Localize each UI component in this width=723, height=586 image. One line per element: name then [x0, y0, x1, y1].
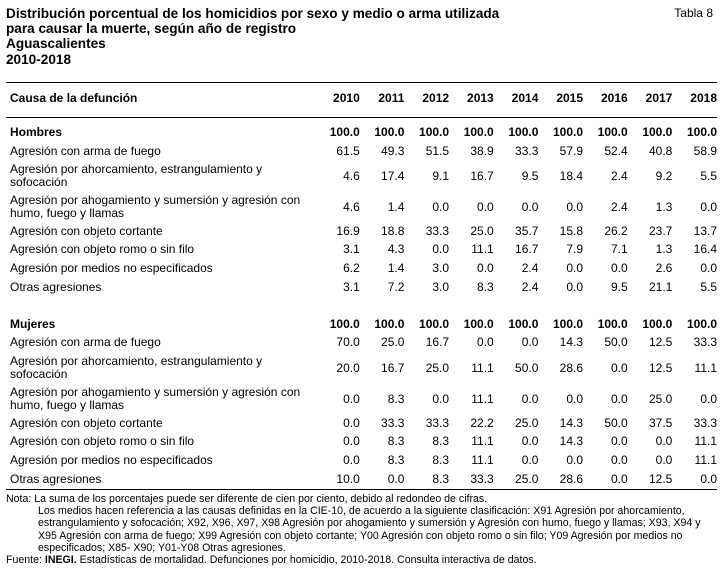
table-cell: 37.5: [648, 416, 673, 430]
source-line: [6, 554, 718, 566]
table-cell: 28.6: [559, 361, 584, 375]
table-cell: 49.3: [381, 144, 405, 158]
table-cell: 0.0: [343, 453, 360, 467]
table-cell: 4.6: [343, 169, 360, 183]
total-cell: 100.0: [463, 125, 494, 139]
table-cell: 11.1: [694, 361, 717, 375]
row-label: Agresión con objeto cortante: [10, 223, 163, 238]
table-cell: 12.5: [648, 335, 673, 349]
table-cell: 17.4: [381, 169, 405, 183]
year-2017: 2017: [645, 91, 673, 105]
table-cell: 9.5: [521, 169, 539, 183]
table-cell: 11.1: [471, 392, 494, 406]
table-cell: 35.7: [515, 224, 539, 238]
table-cell: 0.0: [432, 242, 450, 256]
table-cell: 16.7: [425, 335, 450, 349]
header-row: [10, 90, 717, 106]
table-row: [10, 334, 717, 350]
total-cell: 100.0: [597, 317, 628, 331]
year-2015: 2015: [556, 91, 584, 105]
table-cell: 16.7: [515, 242, 539, 256]
table-cell: 2.4: [521, 280, 539, 294]
table-row: [10, 433, 717, 449]
table-cell: 0.0: [611, 261, 628, 275]
table-cell: 0.0: [700, 392, 717, 406]
table-cell: 16.7: [470, 169, 494, 183]
year-2018: 2018: [690, 91, 717, 105]
total-cell: 100.0: [419, 317, 450, 331]
table-cell: 33.3: [693, 335, 717, 349]
table-cell: 70.0: [336, 335, 360, 349]
table-row: [10, 241, 717, 257]
year-2016: 2016: [600, 91, 628, 105]
total-cell: 100.0: [553, 125, 584, 139]
table-cell: 11.1: [471, 453, 494, 467]
title-block: [6, 6, 626, 67]
table-cell: 50.0: [604, 335, 628, 349]
table-cell: 9.1: [432, 169, 450, 183]
total-cell: 100.0: [419, 125, 450, 139]
title-line-3: Aguascalientes: [6, 36, 106, 52]
table-cell: 12.5: [648, 361, 673, 375]
table-cell: 10.0: [336, 472, 360, 486]
row-label: Agresión con objeto romo o sin filo: [10, 241, 195, 256]
table-cell: 4.3: [387, 242, 405, 256]
table-cell: 18.8: [381, 224, 405, 238]
year-2014: 2014: [511, 91, 539, 105]
total-cell: 100.0: [374, 317, 405, 331]
table-cell: 38.9: [470, 144, 494, 158]
row-label: Agresión con objeto cortante: [10, 415, 163, 430]
total-cell: 100.0: [463, 317, 494, 331]
table-cell: 11.1: [694, 434, 717, 448]
table-cell: 26.2: [604, 224, 628, 238]
table-row: [10, 353, 717, 383]
table-cell: 0.0: [566, 261, 584, 275]
title-line-1: Distribución porcentual de los homicidios por sexo y medio o arma utilizada: [6, 6, 500, 21]
table-row: [10, 452, 717, 468]
table-cell: 0.0: [432, 200, 450, 214]
table-cell: 57.9: [559, 144, 584, 158]
table-cell: 0.0: [611, 472, 628, 486]
table-cell: 9.5: [611, 280, 628, 294]
table-cell: 5.5: [700, 169, 717, 183]
table-cell: 2.6: [655, 261, 673, 275]
table-cell: 1.3: [655, 200, 673, 214]
section-row-mujeres: [10, 316, 717, 332]
table-cell: 0.0: [477, 200, 494, 214]
table-row: [10, 384, 717, 414]
table-cell: 25.0: [515, 472, 539, 486]
table-cell: 6.2: [343, 261, 360, 275]
table-cell: 0.0: [521, 434, 539, 448]
year-2010: 2010: [333, 91, 360, 105]
table-cell: 58.9: [693, 144, 717, 158]
total-cell: 100.0: [553, 317, 584, 331]
table-cell: 50.0: [515, 361, 539, 375]
row-label: Agresión con arma de fuego: [10, 334, 161, 349]
table-cell: 14.3: [559, 434, 584, 448]
table-cell: 21.1: [648, 280, 673, 294]
table-row: [10, 223, 717, 239]
total-cell: 100.0: [329, 317, 360, 331]
row-label: Agresión por medios no especificados: [10, 452, 213, 467]
header-rule: [6, 117, 717, 118]
row-label: Otras agresiones: [10, 471, 102, 486]
table-cell: 4.6: [343, 200, 360, 214]
table-cell: 33.3: [693, 416, 717, 430]
table-cell: 25.0: [515, 416, 539, 430]
row-label: Agresión por ahorcamiento, estrangulamiento y sofocación: [10, 162, 263, 189]
table-cell: 0.0: [700, 200, 717, 214]
table-row: [10, 143, 717, 159]
table-cell: 25.0: [425, 361, 450, 375]
table-cell: 20.0: [336, 361, 360, 375]
table-cell: 16.9: [336, 224, 360, 238]
table-cell: 33.3: [425, 416, 450, 430]
table-cell: 25.0: [470, 224, 494, 238]
table-cell: 13.7: [693, 224, 717, 238]
year-cells: [315, 91, 717, 105]
table-cell: 11.1: [471, 242, 494, 256]
top-rule: [6, 82, 717, 83]
bottom-rule: [6, 489, 717, 490]
year-2011: 2011: [378, 91, 405, 105]
table-cell: 61.5: [336, 144, 360, 158]
table-cell: 3.1: [343, 242, 360, 256]
table-cell: 0.0: [655, 434, 673, 448]
table-cell: 3.0: [432, 280, 450, 294]
table-cell: 0.0: [521, 200, 539, 214]
total-cell: 100.0: [508, 317, 539, 331]
table-cell: 22.2: [470, 416, 494, 430]
table-cell: 14.3: [559, 335, 584, 349]
table-cell: 18.4: [559, 169, 584, 183]
note-classification: Los medios hacen referencia a las causas definidas en la CIE-10, de acuerdo a la siguiente clasificación: X91 Agresión por ahorcamiento, estrangulamiento y sofocación; X92, X96, X97, X98 Agresión por ahogamiento y sumersión y Agresión con humo, fuego y llamas; X93, X94 y X95 Agresión con arma de fuego; X99 Agresión con objeto cortante; Y00 Agresión con objeto romo o sin filo; Y09 Agresión por medios no especificados; X85- X90; Y01-Y08 Otras agresiones.: [38, 505, 701, 554]
table-row: [10, 161, 717, 191]
table-cell: 9.2: [655, 169, 673, 183]
table-row: [10, 415, 717, 431]
year-2012: 2012: [422, 91, 450, 105]
table-cell: 11.1: [471, 361, 494, 375]
table-cell: 50.0: [604, 416, 628, 430]
table-cell: 0.0: [477, 335, 494, 349]
note-rounding: Nota: La suma de los porcentajes puede ser diferente de cien por ciento, debido al redondeo de cifras.: [6, 493, 488, 505]
total-cell: 100.0: [686, 125, 717, 139]
table-cell: 8.3: [387, 434, 405, 448]
total-cell: 100.0: [686, 317, 717, 331]
row-label: Agresión por ahogamiento y sumersión y agresión con humo, fuego y llamas: [10, 385, 301, 412]
header-label: Causa de la defunción: [10, 90, 138, 105]
title-line-2: para causar la muerte, según año de registro: [6, 21, 297, 37]
section-label: Mujeres: [10, 316, 56, 331]
table-cell: 8.3: [477, 280, 494, 294]
table-cell: 0.0: [387, 472, 405, 486]
table-cell: 25.0: [648, 392, 673, 406]
section-row-hombres: [10, 124, 717, 140]
table-cell: 8.3: [387, 392, 405, 406]
table-cell: 0.0: [521, 392, 539, 406]
total-cell: 100.0: [642, 317, 673, 331]
table-cell: 0.0: [611, 392, 628, 406]
source-org: INEGI.: [44, 554, 77, 567]
table-row: [10, 260, 717, 276]
table-cell: 33.3: [381, 416, 405, 430]
notes-block: [6, 493, 718, 566]
table-cell: 40.8: [648, 144, 673, 158]
source-text: Estadísticas de mortalidad. Defunciones por homicidio, 2010-2018. Consulta interactiva de datos.: [79, 554, 537, 567]
table-cell: 1.4: [387, 261, 405, 275]
table-cell: 7.1: [611, 242, 628, 256]
table-cell: 0.0: [611, 361, 628, 375]
table-cell: 0.0: [343, 392, 360, 406]
row-label: Agresión por ahorcamiento, estrangulamiento y sofocación: [10, 354, 263, 381]
table-cell: 14.3: [559, 416, 584, 430]
row-label: Agresión con objeto romo o sin filo: [10, 433, 195, 448]
table-cell: 2.4: [611, 200, 628, 214]
table-cell: 16.4: [693, 242, 717, 256]
table-cell: 8.3: [387, 453, 405, 467]
table-cell: 33.3: [425, 224, 450, 238]
table-cell: 0.0: [521, 335, 539, 349]
table-cell: 0.0: [566, 392, 584, 406]
table-number: Tabla 8: [674, 6, 713, 20]
year-2013: 2013: [467, 91, 494, 105]
table-cell: 0.0: [343, 416, 360, 430]
table-cell: 52.4: [604, 144, 628, 158]
table-cell: 2.4: [611, 169, 628, 183]
table-cell: 1.3: [655, 242, 673, 256]
total-cell: 100.0: [508, 125, 539, 139]
table-cell: 0.0: [521, 453, 539, 467]
table-cell: 0.0: [655, 453, 673, 467]
table-cell: 0.0: [566, 453, 584, 467]
table-cell: 23.7: [648, 224, 673, 238]
table-row: [10, 471, 717, 487]
table-cell: 33.3: [470, 472, 494, 486]
table-cell: 11.1: [694, 453, 717, 467]
row-label: Agresión por medios no especificados: [10, 260, 213, 275]
table-cell: 1.4: [387, 200, 405, 214]
table-cell: 3.0: [432, 261, 450, 275]
table-cell: 2.4: [521, 261, 539, 275]
table-cell: 11.1: [471, 434, 494, 448]
row-label: Agresión por ahogamiento y sumersión y agresión con humo, fuego y llamas: [10, 193, 301, 220]
table-cell: 5.5: [700, 280, 717, 294]
total-cell: 100.0: [374, 125, 405, 139]
row-label: Agresión con arma de fuego: [10, 143, 161, 158]
table-cell: 12.5: [648, 472, 673, 486]
table-cell: 8.3: [432, 472, 450, 486]
table-cell: 0.0: [432, 392, 450, 406]
table-cell: 15.8: [559, 224, 584, 238]
table-cell: 0.0: [477, 261, 494, 275]
table-cell: 25.0: [381, 335, 405, 349]
title-line-4: 2010-2018: [6, 51, 72, 67]
table-cell: 0.0: [343, 434, 360, 448]
table-row: [10, 192, 717, 222]
table-cell: 7.9: [566, 242, 584, 256]
table-row: [10, 279, 717, 295]
table-cell: 3.1: [343, 280, 360, 294]
table-cell: 16.7: [381, 361, 405, 375]
table-cell: 0.0: [611, 453, 628, 467]
total-cell: 100.0: [597, 125, 628, 139]
table-cell: 28.6: [559, 472, 584, 486]
total-cell: 100.0: [329, 125, 360, 139]
table-cell: 0.0: [566, 200, 584, 214]
table-cell: 8.3: [432, 453, 450, 467]
total-cell: 100.0: [642, 125, 673, 139]
table-cell: 7.2: [387, 280, 405, 294]
table-cell: 0.0: [700, 261, 717, 275]
source-prefix: Fuente:: [6, 554, 42, 567]
table-cell: 0.0: [566, 280, 584, 294]
table-cell: 33.3: [515, 144, 539, 158]
section-label: Hombres: [10, 124, 63, 139]
table-cell: 0.0: [700, 472, 717, 486]
row-label: Otras agresiones: [10, 279, 102, 294]
table-cell: 8.3: [432, 434, 450, 448]
table-cell: 0.0: [611, 434, 628, 448]
table-cell: 51.5: [425, 144, 450, 158]
